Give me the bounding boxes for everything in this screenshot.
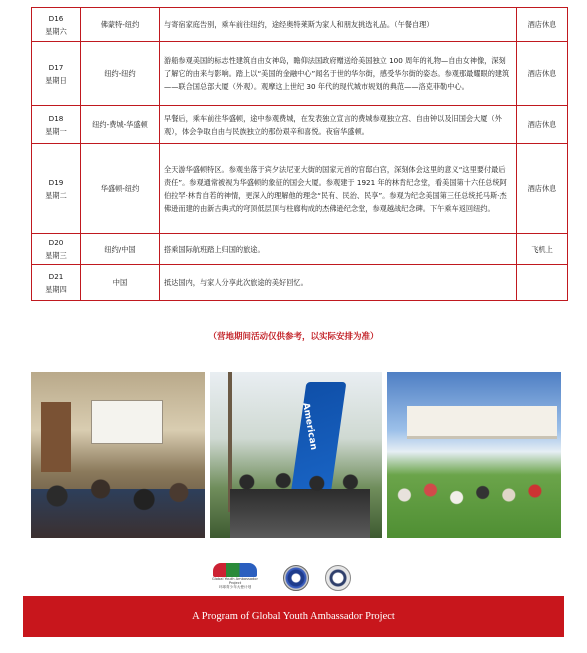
description-cell: 早餐后，乘车前往华盛顿，途中参观费城，在发表独立宣言的费城参观独立宫、自由钟以及旧国会大厦（外观），体会争取自由与民族独立的那份艰辛和喜悦。夜宿华盛顿。 — [160, 106, 517, 144]
day-cell — [32, 234, 81, 265]
accommodation-cell: 酒店休息 — [517, 42, 568, 106]
day-number: D17 — [48, 62, 64, 72]
students-shape — [31, 468, 205, 538]
description-cell: 全天游华盛顿特区。参观坐落于宾夕法尼亚大街的国家元首的官邸白宫，深刻体会这里的意义“这里要付最后责任”。参观通常被视为华盛顿的象征的国会大厦。参观建于 1921 年的林肯纪念堂，看美国第十六任总统阿伯拉罕·林肯自若的神情，更深入的理解他的理念“民有、民治、民享”。参观为纪念美国第三任总统托马斯·杰佛逊而建的由新古典式的穹顶低层顶与柱廊构成的杰佛逊纪念堂，参观越战纪念碑。下午乘车返回纽约。 — [160, 144, 517, 234]
seal-logo-2 — [325, 565, 351, 591]
accommodation-cell: 酒店休息 — [517, 8, 568, 42]
weekday: 星期四 — [45, 284, 67, 294]
day-cell — [32, 8, 81, 42]
whiteboard-shape — [91, 400, 163, 444]
route-cell: 佛蒙特-纽约 — [81, 8, 160, 42]
weekday: 星期日 — [45, 75, 67, 85]
day-cell — [32, 42, 81, 106]
description-cell: 与寄宿家庭告别，乘车前往纽约，途经奥特莱斯为家人和朋友挑选礼品。（午餐自理） — [160, 8, 517, 42]
description-cell: 搭乘国际航班踏上归国的旅途。 — [160, 234, 517, 265]
route-cell: 纽约-纽约 — [81, 42, 160, 106]
students-shape — [230, 468, 370, 538]
itinerary-row — [32, 8, 568, 42]
day-cell — [32, 265, 81, 301]
door-shape — [41, 402, 71, 472]
gyap-logo-cn: 环球青少年大使计划 — [218, 585, 252, 589]
building-shape — [407, 406, 557, 439]
description-cell: 抵达国内，与家人分享此次旅途的美好回忆。 — [160, 265, 517, 301]
itinerary-row — [32, 42, 568, 106]
description-cell: 游船参观美国的标志性建筑自由女神岛，瞻仰法国政府赠送给美国独立 100 周年的礼物—自由女神像，深刻了解它的由来与影响。踏上以“美国的金融中心”闻名于世的华尔街，感受华尔街的姿态。参观那最耀眼的建筑——联合国总部大厦（外观）。观摩这上世纪 30 年代的现代城市规划的典范——洛克菲勒中心。 — [160, 42, 517, 106]
accommodation-cell: 飞机上 — [517, 234, 568, 265]
weekday: 星期六 — [45, 26, 67, 36]
day-number: D18 — [48, 113, 64, 123]
day-number: D21 — [48, 271, 64, 281]
footer-banner — [23, 596, 564, 637]
day-number: D19 — [48, 177, 64, 187]
route-cell: 纽约-费城-华盛顿 — [81, 106, 160, 144]
photo-campus-group — [210, 372, 382, 538]
accommodation-cell — [517, 265, 568, 301]
route-cell: 华盛顿-纽约 — [81, 144, 160, 234]
students-shape — [387, 470, 561, 520]
itinerary-note: （营地期间活动仅供参考，以实际安排为准） — [208, 332, 379, 342]
seal-logo-1 — [283, 565, 309, 591]
photo-lawn-group — [387, 372, 561, 538]
route-cell: 中国 — [81, 265, 160, 301]
itinerary-row — [32, 265, 568, 301]
photo-classroom — [31, 372, 205, 538]
banner-flag-text: American — [300, 402, 319, 451]
accommodation-cell: 酒店休息 — [517, 106, 568, 144]
accommodation-cell: 酒店休息 — [517, 144, 568, 234]
day-number: D16 — [48, 13, 64, 23]
day-cell — [32, 144, 81, 234]
gyap-logo-mark — [213, 563, 257, 577]
route-cell: 纽约/中国 — [81, 234, 160, 265]
itinerary-table — [31, 7, 568, 301]
weekday: 星期二 — [45, 190, 67, 200]
itinerary-row — [32, 106, 568, 144]
day-cell — [32, 106, 81, 144]
day-number: D20 — [48, 238, 64, 247]
weekday: 星期一 — [45, 126, 67, 136]
gyap-logo-text: Global Youth Ambassador Project — [212, 577, 258, 585]
gyap-logo — [210, 563, 260, 593]
itinerary-row — [32, 234, 568, 265]
footer-text: A Program of Global Youth Ambassador Project — [192, 611, 395, 622]
weekday: 星期三 — [45, 251, 67, 260]
itinerary-row — [32, 144, 568, 234]
